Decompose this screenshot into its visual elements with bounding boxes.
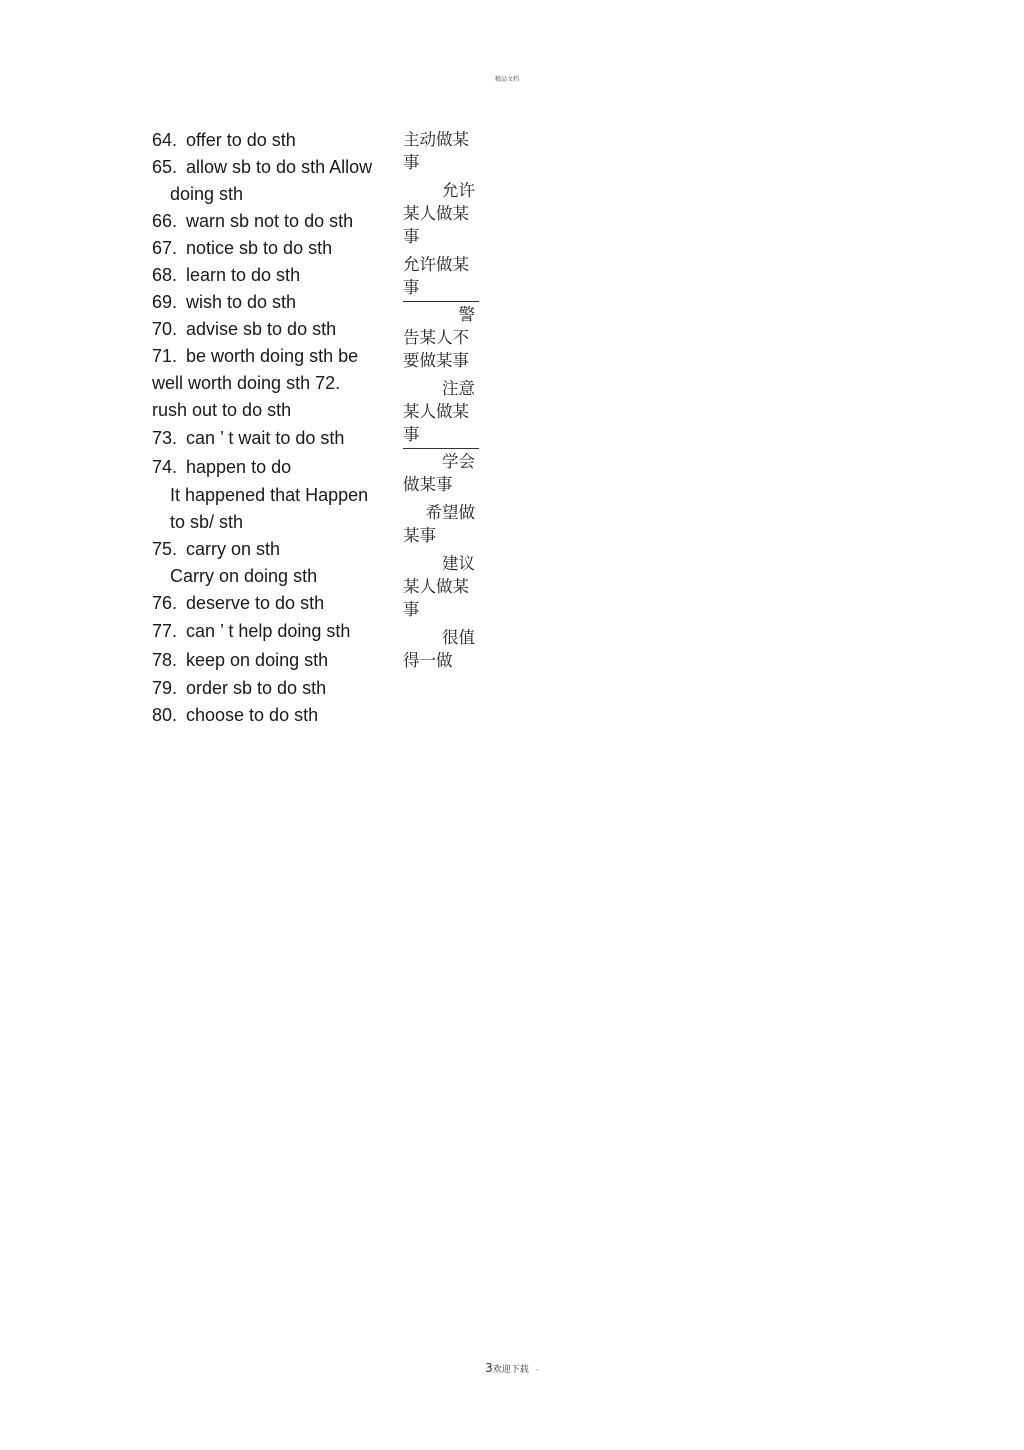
translation-first-line: 很值 — [442, 628, 475, 647]
phrase-number: 79. — [152, 678, 178, 698]
page-number: 3 — [485, 1361, 493, 1375]
translation-continuation: 得一做 — [403, 651, 453, 670]
phrase-line — [152, 590, 397, 617]
phrase-line — [152, 370, 397, 397]
phrase-line — [152, 509, 397, 536]
translation-continuation: 某人做某 — [403, 577, 469, 596]
phrase-line — [152, 289, 397, 316]
phrase-text: be worth doing sth be — [186, 346, 359, 366]
chinese-translation-list — [403, 128, 479, 677]
footer-text: 欢迎下载 — [492, 1365, 529, 1375]
phrase-text: order sb to do sth — [186, 678, 327, 698]
translation-entry — [403, 377, 479, 446]
phrase-line — [152, 316, 397, 343]
phrase-text: to sb/ sth — [170, 512, 244, 532]
phrase-text: advise sb to do sth — [186, 319, 337, 339]
phrase-text: notice sb to do sth — [186, 238, 333, 258]
translation-first-line: 注意 — [442, 379, 475, 398]
phrase-line — [152, 127, 397, 154]
phrase-line — [152, 563, 397, 590]
translation-first-line: 建议 — [442, 554, 475, 573]
translation-entry — [403, 501, 479, 547]
divider-rule — [403, 301, 479, 302]
phrase-number: 71. — [152, 346, 178, 366]
phrase-number: 77. — [152, 621, 178, 641]
translation-first-line: 希望做 — [425, 503, 475, 522]
phrase-number: 75. — [152, 539, 178, 559]
divider-rule — [403, 448, 479, 449]
phrase-number: 69. — [152, 292, 178, 312]
translation-entry — [403, 128, 479, 174]
translation-continuation: 做某事 — [403, 475, 453, 494]
footer-dash: - — [535, 1365, 539, 1375]
phrase-line — [152, 453, 397, 482]
phrase-line — [152, 208, 397, 235]
phrase-number: 68. — [152, 265, 178, 285]
phrase-text: deserve to do sth — [186, 593, 325, 613]
phrase-text: carry on sth — [186, 539, 281, 559]
phrase-line — [152, 262, 397, 289]
phrase-text: well worth doing sth 72. — [152, 373, 341, 393]
translation-continuation: 某人做某 — [403, 204, 469, 223]
translation-first-line: 警 — [458, 305, 475, 324]
phrase-text: warn sb not to do sth — [186, 211, 354, 231]
translation-continuation: 要做某事 — [403, 351, 469, 370]
translation-continuation: 事 — [403, 227, 420, 246]
phrase-number: 73. — [152, 428, 178, 448]
english-phrase-list — [152, 127, 397, 729]
phrase-text: happen to do — [186, 457, 292, 477]
phrase-text: choose to do sth — [186, 705, 319, 725]
phrase-line — [152, 154, 397, 181]
translation-first-line: 学会 — [442, 452, 475, 471]
translation-entry — [403, 303, 479, 372]
phrase-line — [152, 536, 397, 563]
phrase-number: 67. — [152, 238, 178, 258]
phrase-number: 70. — [152, 319, 178, 339]
phrase-text: learn to do sth — [186, 265, 301, 285]
phrase-line — [152, 181, 397, 208]
phrase-text: offer to do sth — [186, 130, 296, 150]
phrase-number: 80. — [152, 705, 178, 725]
translation-continuation: 告某人不 — [403, 328, 469, 347]
phrase-text: can ’ t help doing sth — [186, 621, 351, 641]
translation-continuation: 事 — [403, 600, 420, 619]
phrase-line — [152, 482, 397, 509]
phrase-number: 64. — [152, 130, 178, 150]
phrase-text: allow sb to do sth Allow — [186, 157, 373, 177]
phrase-text: keep on doing sth — [186, 650, 329, 670]
phrase-text: wish to do sth — [186, 292, 297, 312]
translation-continuation: 某事 — [403, 526, 436, 545]
phrase-number: 76. — [152, 593, 178, 613]
translation-continuation: 事 — [403, 278, 420, 297]
phrase-number: 65. — [152, 157, 178, 177]
translation-first-line: 允许做某 — [403, 255, 469, 274]
phrase-text: It happened that Happen — [170, 485, 369, 505]
phrase-number: 78. — [152, 650, 178, 670]
phrase-line — [152, 343, 397, 370]
translation-first-line: 主动做某 — [403, 130, 469, 149]
phrase-line — [152, 675, 397, 702]
phrase-text: Carry on doing sth — [170, 566, 318, 586]
phrase-line — [152, 646, 397, 675]
phrase-line — [152, 702, 397, 729]
translation-first-line: 允许 — [442, 181, 475, 200]
translation-continuation: 事 — [403, 425, 420, 444]
translation-entry — [403, 552, 479, 621]
page-footer — [0, 1361, 1024, 1375]
phrase-line — [152, 424, 397, 453]
translation-entry — [403, 626, 479, 672]
phrase-line — [152, 397, 397, 424]
phrase-number: 74. — [152, 457, 178, 477]
translation-entry — [403, 179, 479, 248]
phrase-text: doing sth — [170, 184, 244, 204]
phrase-text: can ’ t wait to do sth — [186, 428, 345, 448]
phrase-number: 66. — [152, 211, 178, 231]
translation-continuation: 某人做某 — [403, 402, 469, 421]
translation-entry — [403, 450, 479, 496]
translation-continuation: 事 — [403, 153, 420, 172]
header-note: 精品文档 — [494, 76, 519, 83]
phrase-line — [152, 235, 397, 262]
translation-entry — [403, 253, 479, 299]
phrase-text: rush out to do sth — [152, 400, 292, 420]
phrase-line — [152, 617, 397, 646]
